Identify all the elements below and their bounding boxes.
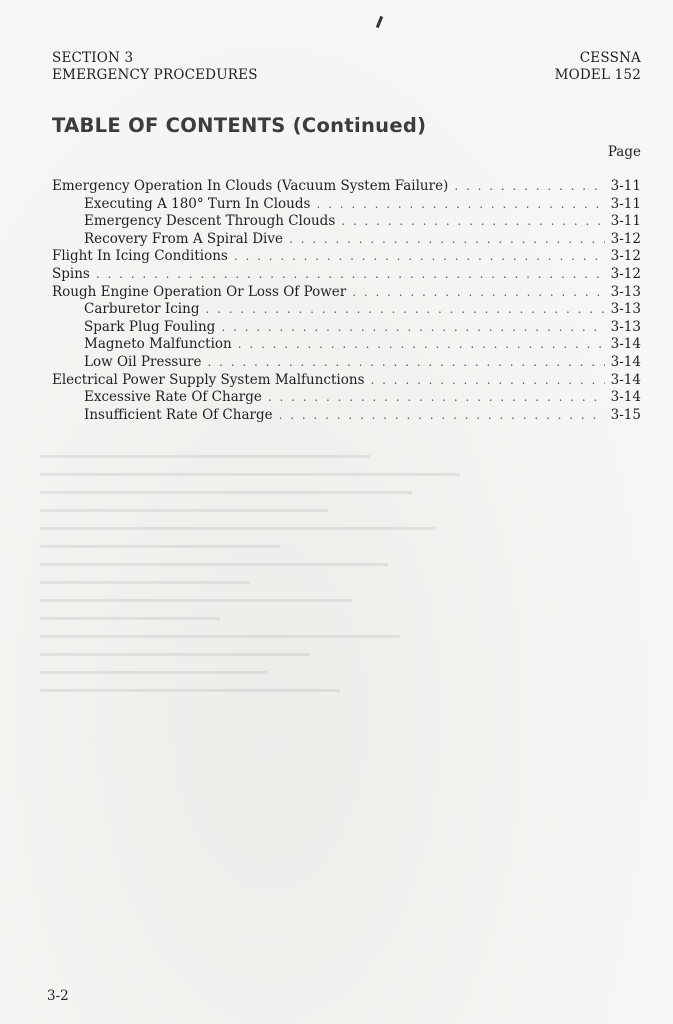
toc-entry <box>52 336 641 354</box>
toc-entry <box>52 178 641 196</box>
dot-leader <box>96 267 605 281</box>
toc-entry-title: Spark Plug Fouling <box>84 318 216 335</box>
toc-entry <box>52 213 641 231</box>
section-number: SECTION 3 <box>52 50 134 66</box>
dot-leader <box>289 232 605 246</box>
section-name: EMERGENCY PROCEDURES <box>52 67 258 83</box>
toc-entry-page: 3-15 <box>610 406 641 423</box>
toc-entry <box>52 231 641 249</box>
section-header <box>52 50 258 84</box>
toc-entry-page: 3-11 <box>610 195 641 212</box>
manufacturer-name: CESSNA <box>579 50 641 66</box>
bleed-through-texture <box>40 440 640 1000</box>
toc-entry-page: 3-11 <box>610 178 641 194</box>
toc-entry-page: 3-14 <box>610 336 641 353</box>
toc-entry-title: Emergency Operation In Clouds (Vacuum System Failure) <box>52 178 449 194</box>
toc-entry <box>52 354 641 372</box>
toc-entry <box>52 196 641 214</box>
toc-entry-page: 3-12 <box>610 230 641 247</box>
toc-entry <box>52 284 641 302</box>
toc-entry-page: 3-14 <box>610 389 641 406</box>
toc-entry <box>52 301 641 319</box>
toc-entry-page: 3-13 <box>610 283 641 300</box>
toc-entry-title: Emergency Descent Through Clouds <box>84 213 336 230</box>
table-of-contents <box>52 178 641 424</box>
toc-entry <box>52 266 641 284</box>
toc-entry <box>52 389 641 407</box>
dot-leader <box>454 179 604 193</box>
dot-leader <box>205 302 604 316</box>
toc-entry <box>52 407 641 425</box>
dot-leader <box>268 390 605 404</box>
pen-mark <box>376 16 383 28</box>
toc-entry-title: Rough Engine Operation Or Loss Of Power <box>52 283 347 300</box>
dot-leader <box>238 337 605 351</box>
toc-entry-title: Recovery From A Spiral Dive <box>84 230 283 247</box>
dot-leader <box>234 249 605 263</box>
dot-leader <box>371 373 605 387</box>
dot-leader <box>207 355 604 369</box>
dot-leader <box>352 285 604 299</box>
toc-entry <box>52 248 641 266</box>
page-number: 3-2 <box>47 988 69 1004</box>
toc-entry-title: Flight In Icing Conditions <box>52 248 228 265</box>
toc-entry <box>52 372 641 390</box>
toc-entry-page: 3-14 <box>610 371 641 388</box>
model-header <box>555 50 641 84</box>
toc-entry-title: Low Oil Pressure <box>84 353 202 370</box>
toc-entry-title: Excessive Rate Of Charge <box>84 389 262 406</box>
toc-entry-title: Magneto Malfunction <box>84 336 232 353</box>
page-column-label: Page <box>607 144 641 160</box>
model-name: MODEL 152 <box>554 67 641 83</box>
toc-entry <box>52 319 641 337</box>
dot-leader <box>221 320 604 334</box>
toc-entry-page: 3-11 <box>610 213 641 230</box>
toc-entry-page: 3-13 <box>610 301 641 318</box>
toc-entry-page: 3-13 <box>610 318 641 335</box>
dot-leader <box>316 197 604 211</box>
toc-entry-title: Spins <box>52 265 90 282</box>
dot-leader <box>341 214 604 228</box>
toc-entry-title: Carburetor Icing <box>84 301 200 318</box>
toc-entry-page: 3-12 <box>610 265 641 282</box>
toc-entry-title: Insufficient Rate Of Charge <box>84 406 273 423</box>
dot-leader <box>279 408 605 422</box>
toc-entry-page: 3-14 <box>610 353 641 370</box>
page-title: TABLE OF CONTENTS (Continued) <box>52 114 427 137</box>
toc-entry-title: Electrical Power Supply System Malfunctions <box>52 371 365 388</box>
toc-entry-page: 3-12 <box>610 248 641 265</box>
toc-entry-title: Executing A 180° Turn In Clouds <box>84 195 311 212</box>
